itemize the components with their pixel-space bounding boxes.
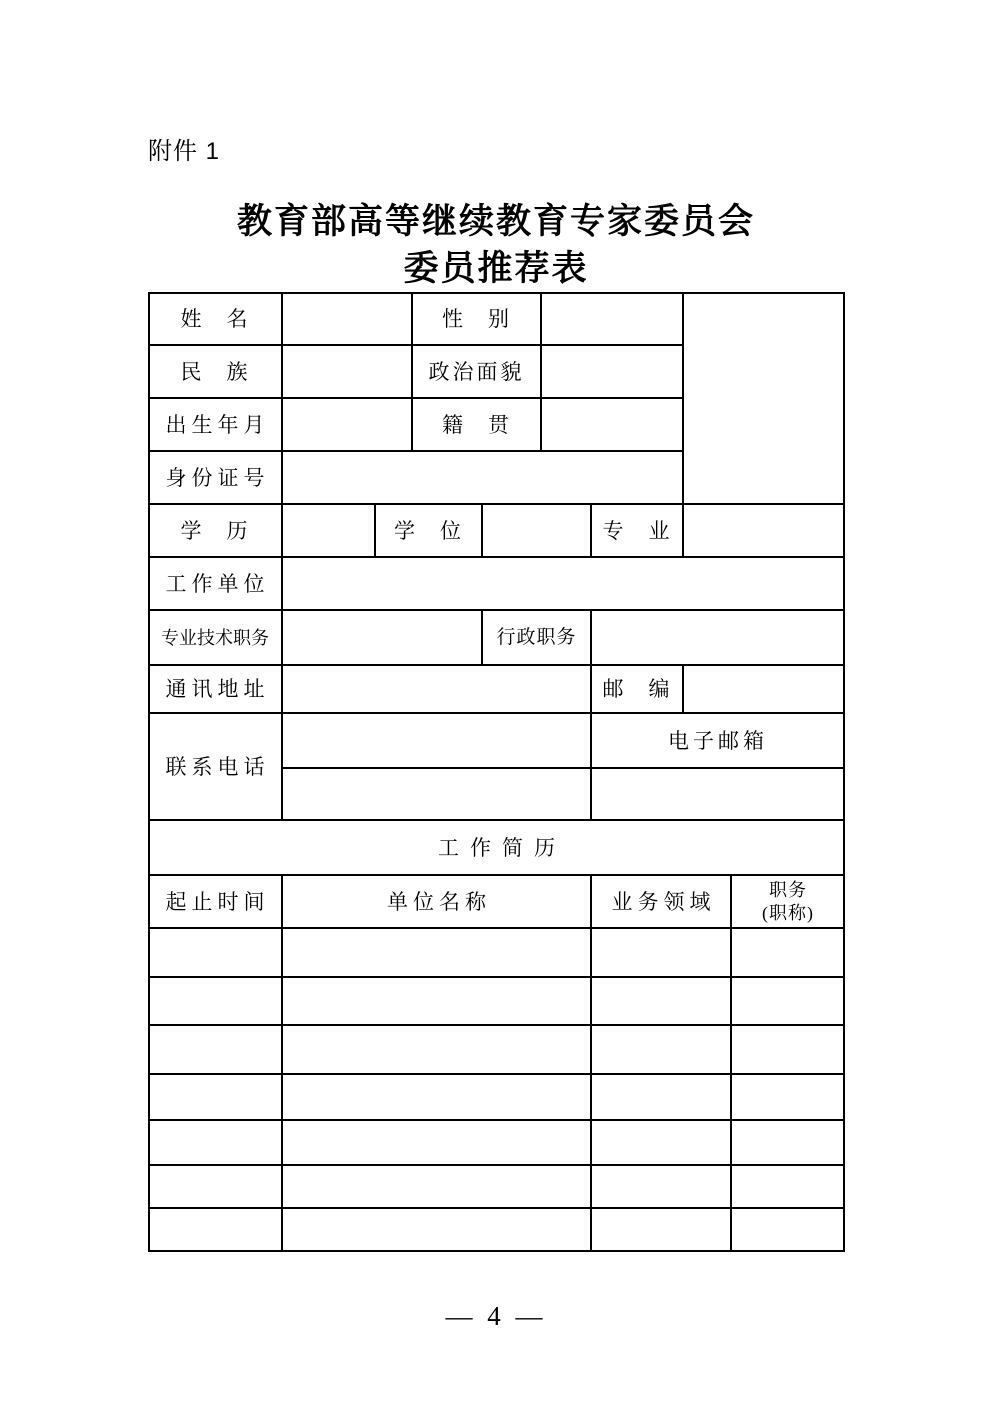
education-value-cell bbox=[282, 504, 375, 557]
label-education: 学 历 bbox=[180, 518, 250, 543]
work-history-col-time: 起止时间 bbox=[165, 889, 270, 914]
label-email: 电子邮箱 bbox=[668, 728, 768, 753]
photo-cell bbox=[683, 292, 845, 504]
label-gender: 性 别 bbox=[442, 306, 511, 331]
admin-position-value-cell bbox=[591, 610, 845, 665]
work-history-col-field: 业务领域 bbox=[611, 889, 716, 914]
phone-value-cell bbox=[282, 713, 591, 768]
label-name: 姓 名 bbox=[180, 306, 250, 331]
work-history-empty-row bbox=[148, 1120, 845, 1165]
label-degree: 学 位 bbox=[394, 518, 463, 543]
mailing-address-value-cell bbox=[282, 665, 591, 713]
phone-value-cell-2 bbox=[282, 768, 591, 820]
work-history-empty-row bbox=[148, 1208, 845, 1252]
work-history-col-position bbox=[731, 875, 845, 928]
page-number: — 4 — bbox=[445, 1301, 547, 1331]
gender-value-cell bbox=[541, 292, 683, 345]
id-number-value-cell bbox=[282, 451, 683, 504]
label-id-number: 身份证号 bbox=[165, 465, 270, 490]
postal-code-value-cell bbox=[683, 665, 845, 713]
label-professional-title: 专业技术职务 bbox=[161, 627, 269, 648]
work-history-empty-row bbox=[148, 1025, 845, 1074]
work-history-col-unit: 单位名称 bbox=[387, 889, 491, 914]
work-history-empty-row bbox=[148, 1074, 845, 1120]
work-history-col-position-line1: 职务 bbox=[769, 879, 807, 900]
political-status-value-cell bbox=[541, 345, 683, 398]
work-history-section-title: 工作简历 bbox=[438, 835, 566, 860]
ethnicity-value-cell bbox=[282, 345, 412, 398]
major-value-cell bbox=[683, 504, 845, 557]
form-title-line2: 委员推荐表 bbox=[403, 249, 589, 288]
label-phone: 联系电话 bbox=[165, 754, 270, 779]
work-unit-value-cell bbox=[282, 557, 845, 610]
form-title bbox=[0, 198, 992, 292]
work-history-empty-row bbox=[148, 977, 845, 1025]
label-work-unit: 工作单位 bbox=[165, 571, 270, 596]
degree-value-cell bbox=[482, 504, 591, 557]
email-value-cell bbox=[591, 768, 845, 820]
form-title-line1: 教育部高等继续教育专家委员会 bbox=[236, 202, 755, 241]
work-history-col-position-line2: (职称) bbox=[762, 902, 814, 923]
work-history-empty-row bbox=[148, 928, 845, 977]
label-major: 专 业 bbox=[602, 518, 672, 543]
label-ethnicity: 民 族 bbox=[180, 359, 250, 384]
professional-title-value-cell bbox=[282, 610, 482, 665]
label-native-place: 籍 贯 bbox=[442, 412, 511, 437]
work-history-empty-row bbox=[148, 1165, 845, 1208]
label-admin-position: 行政职务 bbox=[496, 626, 577, 648]
attachment-label: 附件 1 bbox=[148, 138, 221, 165]
label-political-status: 政治面貌 bbox=[428, 359, 525, 384]
label-postal-code: 邮 编 bbox=[602, 677, 672, 701]
native-place-value-cell bbox=[541, 398, 683, 451]
label-mailing-address: 通讯地址 bbox=[165, 677, 270, 701]
label-birth-date: 出生年月 bbox=[165, 412, 270, 437]
birth-date-value-cell bbox=[282, 398, 412, 451]
name-value-cell bbox=[282, 292, 412, 345]
